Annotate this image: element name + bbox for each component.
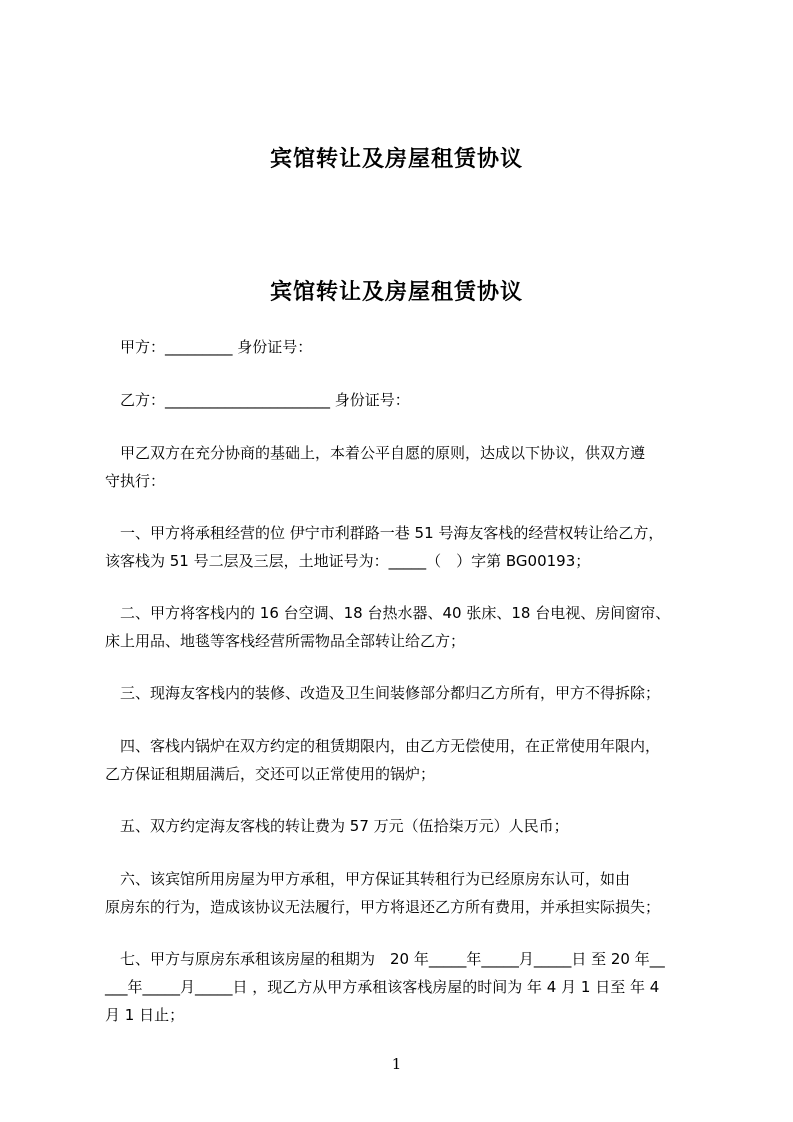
clause-4-line: 乙方保证租期届满后，交还可以正常使用的锅炉； [105,765,436,783]
clause-6-line: 六、该宾馆所用房屋为甲方承租，甲方保证其转租行为已经原房东认可，如由 [105,870,631,888]
clause-2-line: 二、甲方将客栈内的 16 台空调、18 台热水器、40 张床、18 台电视、房间窗帘、 [105,604,671,622]
clause-1-line: 该客栈为 51 号二层及三层，土地证号为：_____（ ）字第 BG00193； [105,552,591,570]
preamble-line: 守执行： [105,472,166,490]
clause-5-line: 五、双方约定海友客栈的转让费为 57 万元（伍拾柒万元）人民币； [105,817,569,835]
page-number: 1 [391,1055,402,1073]
clause-2-line: 床上用品、地毯等客栈经营所需物品全部转让给乙方； [105,632,466,650]
document-main-title: 宾馆转让及房屋租赁协议 [269,280,523,305]
clause-4-line: 四、客栈内锅炉在双方约定的租赁期限内，由乙方无偿使用，在正常使用年限内， [105,737,661,755]
clause-7-line: ___年_____月_____日 ，现乙方从甲方承租该客栈房屋的时间为 年 4 月 1 日至 年 4 [105,978,660,996]
clause-6-line: 原房东的行为，造成该协议无法履行，甲方将退还乙方所有费用，并承担实际损失； [105,898,661,916]
party-a-line: 甲方：_________ 身份证号： [105,338,313,356]
clause-7-line: 七、甲方与原房东承租该房屋的租期为 20 年_____年_____月_____日 至 20 年__ [105,950,665,968]
clause-3-line: 三、现海友客栈内的装修、改造及卫生间装修部分都归乙方所有，甲方不得拆除； [105,684,661,702]
party-b-line: 乙方：______________________ 身份证号： [105,391,410,409]
clause-7-line: 月 1 日止； [105,1006,185,1024]
document-header-title: 宾馆转让及房屋租赁协议 [269,147,523,172]
clause-1-line: 一、甲方将承租经营的位 伊宁市利群路一巷 51 号海友客栈的经营权转让给乙方， [105,524,664,542]
preamble-line: 甲乙双方在充分协商的基础上，本着公平自愿的原则，达成以下协议，供双方遵 [105,444,646,462]
